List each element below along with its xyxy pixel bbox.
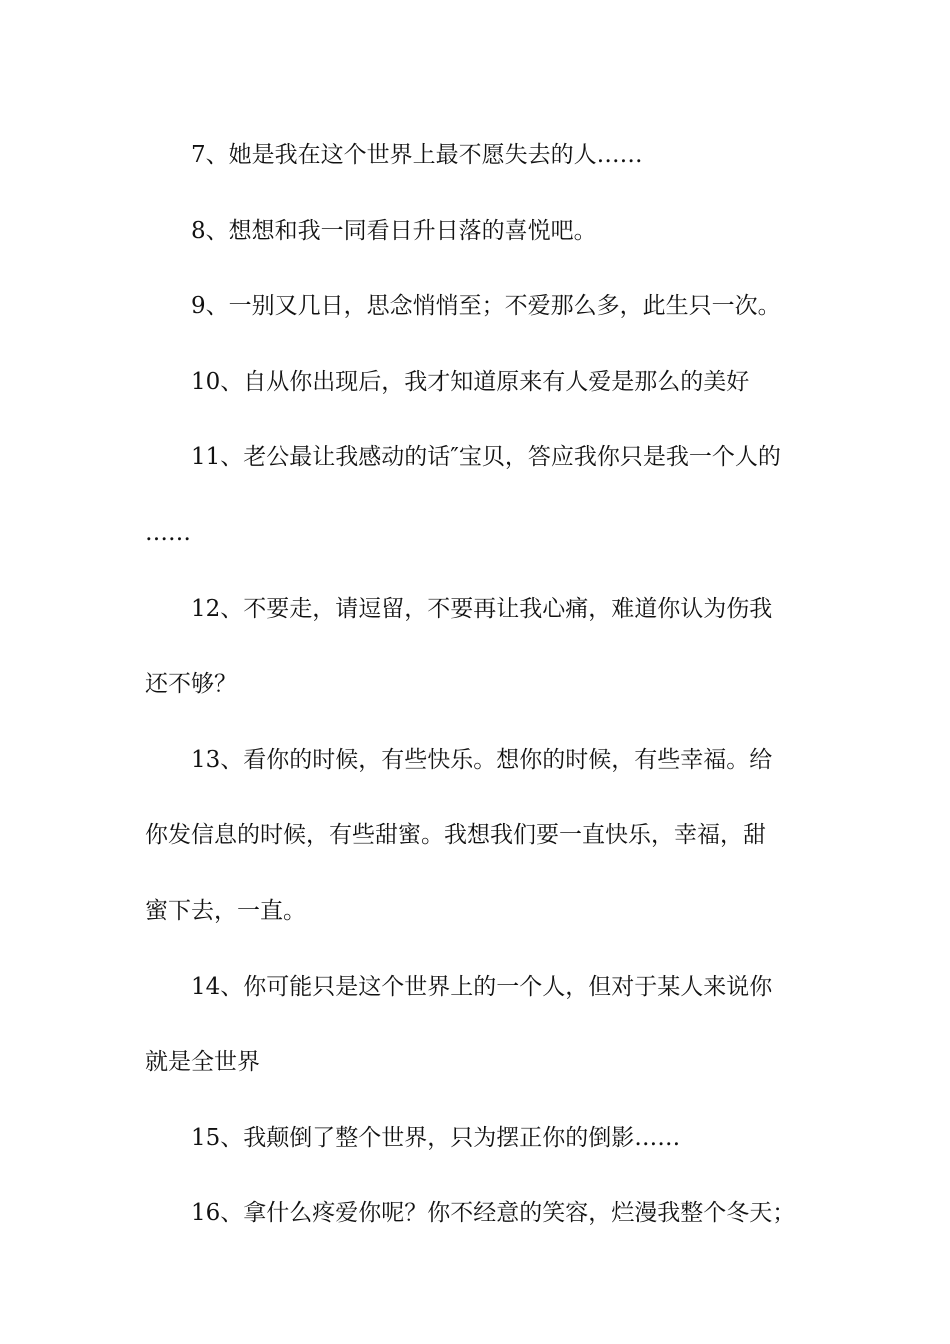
text-line: 16、拿什么疼爱你呢？你不经意的笑容，烂漫我整个冬天； — [191, 1200, 796, 1227]
text-line: 9、一别又几日，思念悄悄至；不爱那么多，此生只一次。 — [191, 293, 781, 320]
text-line: 15、我颠倒了整个世界，只为摆正你的倒影…… — [191, 1124, 681, 1151]
text-line: 还不够？ — [145, 671, 237, 698]
text-line: 你发信息的时候，有些甜蜜。我想我们要一直快乐，幸福，甜 — [145, 822, 766, 849]
text-line: …… — [145, 519, 191, 546]
text-line: 10、自从你出现后，我才知道原来有人爱是那么的美好 — [191, 368, 750, 395]
text-line: 13、看你的时候，有些快乐。想你的时候，有些幸福。给 — [191, 746, 773, 773]
text-line: 11、老公最让我感动的话″宝贝，答应我你只是我一个人的 — [191, 444, 781, 471]
text-line: 14、你可能只是这个世界上的一个人，但对于某人来说你 — [191, 973, 773, 1000]
text-line: 12、不要走，请逗留，不要再让我心痛，难道你认为伤我 — [191, 595, 773, 622]
text-line: 7、她是我在这个世界上最不愿失去的人…… — [191, 142, 643, 168]
document-body — [145, 118, 821, 1252]
text-line: 8、想想和我一同看日升日落的喜悦吧。 — [191, 217, 597, 244]
text-line: 就是全世界 — [145, 1049, 260, 1076]
text-line: 蜜下去，一直。 — [145, 897, 306, 924]
